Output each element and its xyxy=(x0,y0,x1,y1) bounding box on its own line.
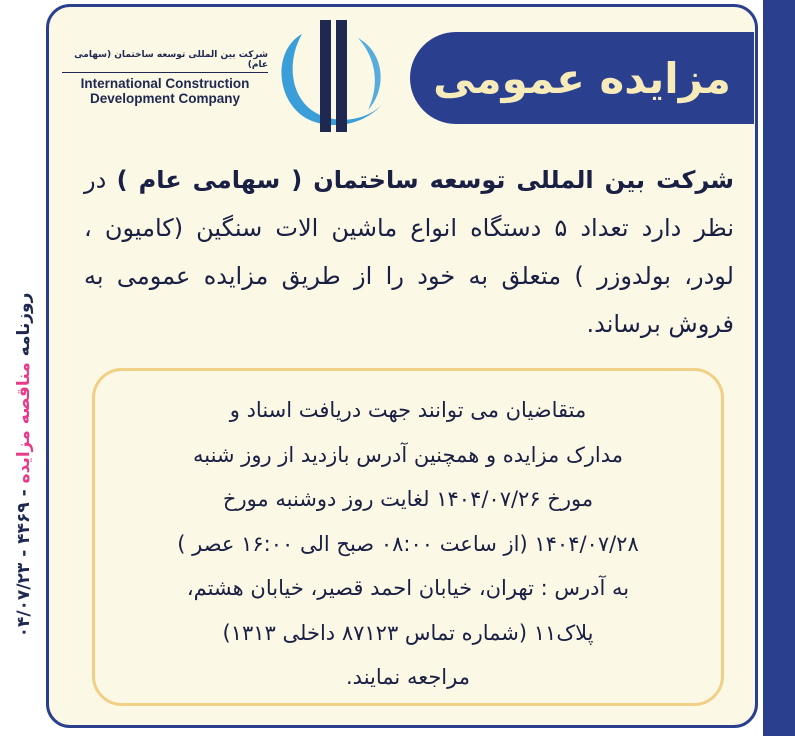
issue-and-date: - ۴۴۶۹ - ۰۴/۰۷/۲۳ xyxy=(14,483,34,638)
page-title: مزایده عمومی xyxy=(433,53,731,103)
details-line: متقاضیان می توانند جهت دریافت اسناد و xyxy=(229,398,587,422)
details-line: مراجعه نمایند. xyxy=(346,665,470,689)
company-logo-mark-icon xyxy=(272,18,396,136)
newspaper-name: مناقصه مزایده xyxy=(14,362,34,484)
logo-name-fa: شرکت بین المللی توسعه ساختمان (سهامی عام) xyxy=(62,50,268,73)
title-badge xyxy=(410,32,754,124)
details-line: پلاک۱۱ (شماره تماس ۸۷۱۲۳ داخلی ۱۳۱۳) xyxy=(222,620,594,645)
details-line: ۱۴۰۴/۰۷/۲۸ (از ساعت ۰۸:۰۰ صبح الی ۱۶:۰۰ عصر ) xyxy=(177,531,639,556)
details-line: به آدرس : تهران، خیابان احمد قصیر، خیابان هشتم، xyxy=(186,576,630,600)
details-text xyxy=(110,388,706,700)
newspaper-caption xyxy=(4,292,44,638)
company-name: شرکت بین المللی توسعه ساختمان ( سهامی عام ) xyxy=(116,166,734,194)
logo-name-en-line1: International Construction xyxy=(80,76,250,91)
caption-prefix: روزنامه xyxy=(14,292,34,363)
intro-paragraph xyxy=(84,156,734,348)
details-line: مدارک مزایده و همچنین آدرس بازدید از روز شنبه xyxy=(192,442,624,467)
right-color-band xyxy=(763,0,795,736)
company-logo-text xyxy=(62,50,268,108)
logo-name-en-line2: Development Company xyxy=(89,91,241,106)
intro-text: در نظر دارد تعداد ۵ دستگاه انواع ماشین الات سنگین (کامیون ، لودر، بولدوزر ) متعلق به خود را از طریق مزایده عمومی به فروش برساند. xyxy=(84,166,735,338)
details-line: مورخ ۱۴۰۴/۰۷/۲۶ لغایت روز دوشنبه مورخ xyxy=(222,487,594,511)
